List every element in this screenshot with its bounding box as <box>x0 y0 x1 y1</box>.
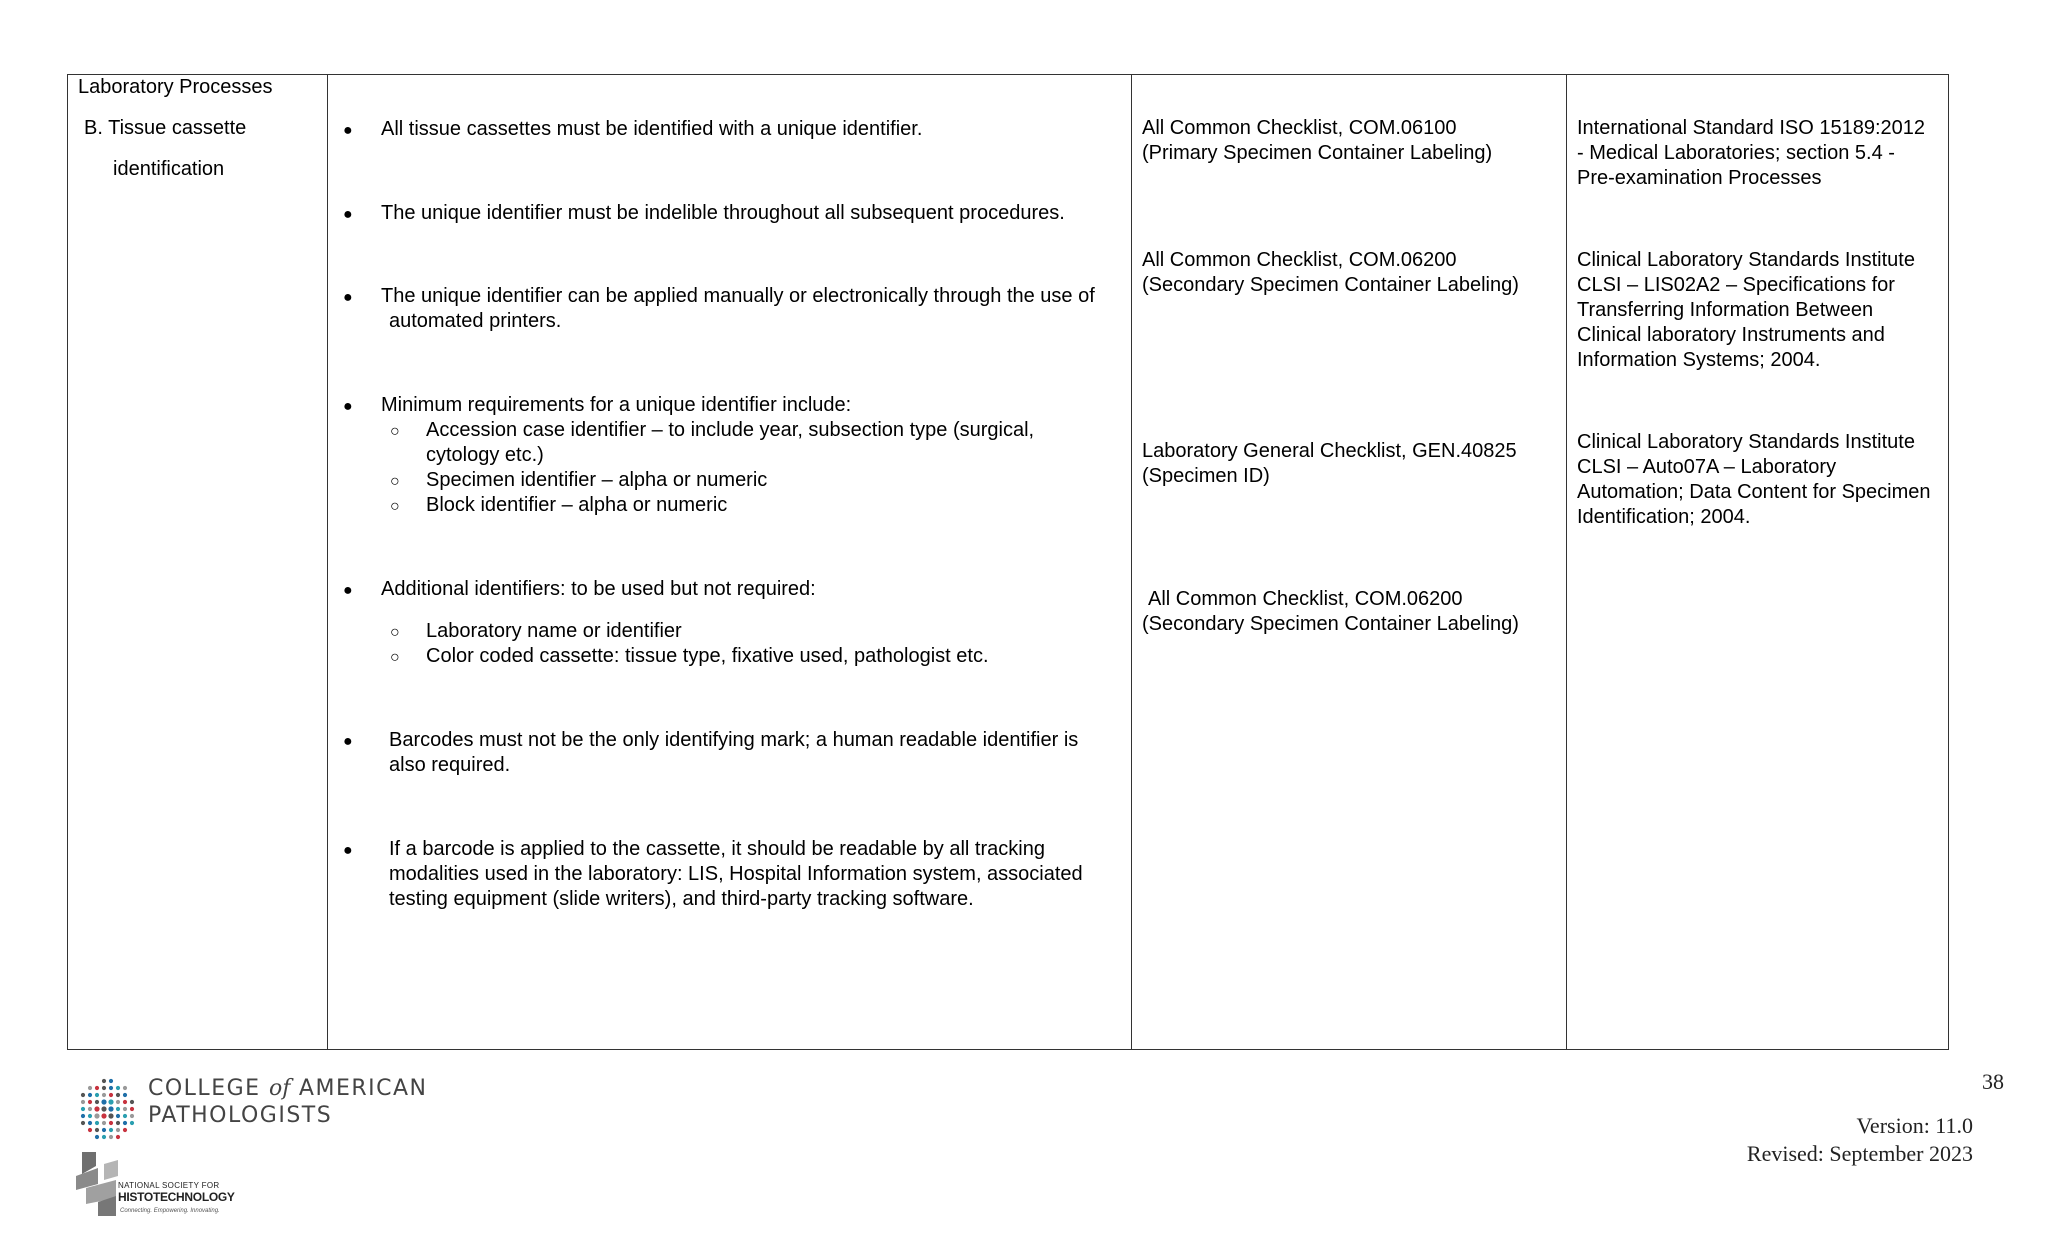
logo-dot <box>88 1086 92 1090</box>
reference-line: Identification; 2004. <box>1577 506 1751 528</box>
logo-dot <box>101 1099 106 1104</box>
logo-dot <box>95 1121 99 1125</box>
logo-dot <box>95 1135 99 1139</box>
logo-dot <box>123 1107 127 1111</box>
bullet-icon: ● <box>343 842 353 859</box>
requirement-item: The unique identifier can be applied manually or electronically through the use of <box>381 285 1095 307</box>
page-number: 38 <box>1982 1069 2004 1094</box>
logo-dot <box>102 1086 106 1090</box>
logo-dot <box>101 1113 106 1118</box>
reference-line: CLSI – Auto07A – Laboratory <box>1577 456 1837 478</box>
column-divider <box>1131 75 1132 1049</box>
logo-dot <box>123 1121 127 1125</box>
requirement-item: The unique identifier must be indelible throughout all subsequent procedures. <box>381 202 1065 224</box>
checklist-ref: All Common Checklist, COM.06200 <box>1148 588 1463 610</box>
logo-dot <box>102 1135 106 1139</box>
bullet-icon: ● <box>343 733 353 750</box>
requirement-item: Barcodes must not be the only identifying mark; a human readable identifier is <box>389 729 1079 751</box>
nsh-logo-icon <box>76 1150 122 1218</box>
reference-line: Automation; Data Content for Specimen <box>1577 481 1931 503</box>
section-subtitle: B. Tissue cassette <box>84 117 247 139</box>
requirement-subitem: Accession case identifier – to include year, subsection type (surgical, <box>426 419 1035 441</box>
requirement-subitem: Color coded cassette: tissue type, fixative used, pathologist etc. <box>426 645 989 667</box>
sub-bullet-icon: ○ <box>390 624 400 641</box>
requirement-item-cont: modalities used in the laboratory: LIS, Hospital Information system, associated <box>389 863 1083 885</box>
nsh-small-text: NATIONAL SOCIETY FOR <box>118 1181 220 1190</box>
section-title: Laboratory Processes <box>78 76 273 98</box>
logo-dot <box>94 1113 99 1118</box>
reference-line: Information Systems; 2004. <box>1577 349 1821 371</box>
logo-dot <box>123 1114 127 1118</box>
requirement-subitem: Block identifier – alpha or numeric <box>426 494 728 516</box>
logo-dot <box>88 1114 92 1118</box>
checklist-ref: Laboratory General Checklist, GEN.40825 <box>1142 440 1517 462</box>
logo-dot <box>101 1106 106 1111</box>
logo-dot <box>102 1079 106 1083</box>
cap-name-line1: COLLEGE of AMERICAN <box>148 1076 428 1101</box>
reference-line: International Standard ISO 15189:2012 <box>1577 117 1926 139</box>
logo-dot <box>88 1121 92 1125</box>
requirement-item-cont: testing equipment (slide writers), and third-party tracking software. <box>389 888 974 910</box>
logo-dot <box>109 1128 113 1132</box>
reference-line: Clinical Laboratory Standards Institute <box>1577 431 1915 453</box>
requirement-item: All tissue cassettes must be identified with a unique identifier. <box>381 118 923 140</box>
logo-dot <box>130 1121 134 1125</box>
bullet-icon: ● <box>343 122 353 139</box>
logo-dot <box>116 1100 120 1104</box>
logo-dot <box>81 1114 85 1118</box>
sub-bullet-icon: ○ <box>390 649 400 666</box>
requirement-item: Additional identifiers: to be used but not required: <box>381 578 816 600</box>
logo-dot <box>108 1099 113 1104</box>
logo-dot <box>102 1121 106 1125</box>
revised-label: Revised: September 2023 <box>1746 1141 1973 1166</box>
requirement-item-cont: automated printers. <box>389 310 562 332</box>
logo-dot <box>123 1086 127 1090</box>
section-subtitle-cont: identification <box>113 158 225 180</box>
checklist-ref-detail: (Secondary Specimen Container Labeling) <box>1142 613 1519 635</box>
requirement-item-cont: also required. <box>389 754 511 776</box>
logo-dot <box>108 1113 113 1118</box>
cap-logo-icon <box>72 1078 140 1142</box>
logo-dot <box>95 1086 99 1090</box>
requirement-item: If a barcode is applied to the cassette, it should be readable by all tracking <box>389 838 1045 860</box>
logo-dot <box>116 1107 120 1111</box>
reference-line: Transferring Information Between <box>1577 299 1874 321</box>
logo-dot <box>116 1121 120 1125</box>
logo-dot <box>81 1093 85 1097</box>
checklist-ref: All Common Checklist, COM.06100 <box>1142 117 1457 139</box>
reference-line: CLSI – LIS02A2 – Specifications for <box>1577 274 1895 296</box>
logo-dot <box>109 1079 113 1083</box>
logo-dot <box>81 1121 85 1125</box>
logo-dot <box>95 1128 99 1132</box>
nsh-name: HISTOTECHNOLOGY <box>118 1190 235 1204</box>
logo-dot <box>116 1114 120 1118</box>
logo-dot <box>81 1107 85 1111</box>
logo-dot <box>130 1114 134 1118</box>
reference-line: Pre-examination Processes <box>1577 167 1822 189</box>
logo-dot <box>102 1093 106 1097</box>
reference-line: Clinical laboratory Instruments and <box>1577 324 1885 346</box>
logo-dot <box>95 1093 99 1097</box>
logo-dot <box>109 1121 113 1125</box>
logo-dot <box>130 1107 134 1111</box>
checklist-ref-detail: (Specimen ID) <box>1142 465 1270 487</box>
logo-dot <box>123 1093 127 1097</box>
checklist-ref-detail: (Secondary Specimen Container Labeling) <box>1142 274 1519 296</box>
checklist-ref-detail: (Primary Specimen Container Labeling) <box>1142 142 1493 164</box>
logo-dot <box>94 1106 99 1111</box>
logo-dot <box>108 1106 113 1111</box>
column-divider <box>327 75 328 1049</box>
logo-dot <box>109 1086 113 1090</box>
logo-dot <box>88 1128 92 1132</box>
bullet-icon: ● <box>343 206 353 223</box>
logo-dot <box>116 1093 120 1097</box>
logo-dot <box>109 1093 113 1097</box>
logo-dot <box>123 1100 127 1104</box>
logo-dot <box>81 1100 85 1104</box>
bullet-icon: ● <box>343 582 353 599</box>
bullet-icon: ● <box>343 398 353 415</box>
sub-bullet-icon: ○ <box>390 498 400 515</box>
reference-line: - Medical Laboratories; section 5.4 - <box>1577 142 1895 164</box>
checklist-ref: All Common Checklist, COM.06200 <box>1142 249 1457 271</box>
logo-dot <box>102 1128 106 1132</box>
requirement-subitem: Specimen identifier – alpha or numeric <box>426 469 768 491</box>
logo-dot <box>88 1100 92 1104</box>
sub-bullet-icon: ○ <box>390 423 400 440</box>
requirement-subitem-cont: cytology etc.) <box>426 444 544 466</box>
logo-dot <box>88 1093 92 1097</box>
logo-dot <box>116 1128 120 1132</box>
logo-dot <box>130 1100 134 1104</box>
version-label: Version: 11.0 <box>1856 1113 1973 1138</box>
sub-bullet-icon: ○ <box>390 473 400 490</box>
column-divider <box>1566 75 1567 1049</box>
requirement-subitem: Laboratory name or identifier <box>426 620 682 642</box>
reference-line: Clinical Laboratory Standards Institute <box>1577 249 1915 271</box>
logo-dot <box>116 1135 120 1139</box>
requirement-item: Minimum requirements for a unique identifier include: <box>381 394 852 416</box>
cap-name-line2: PATHOLOGISTS <box>148 1103 333 1128</box>
logo-dot <box>95 1100 99 1104</box>
bullet-icon: ● <box>343 289 353 306</box>
logo-dot <box>123 1128 127 1132</box>
logo-dot <box>116 1086 120 1090</box>
logo-dot <box>88 1107 92 1111</box>
nsh-tagline: Connecting. Empowering. Innovating. <box>120 1208 220 1214</box>
logo-dot <box>109 1135 113 1139</box>
